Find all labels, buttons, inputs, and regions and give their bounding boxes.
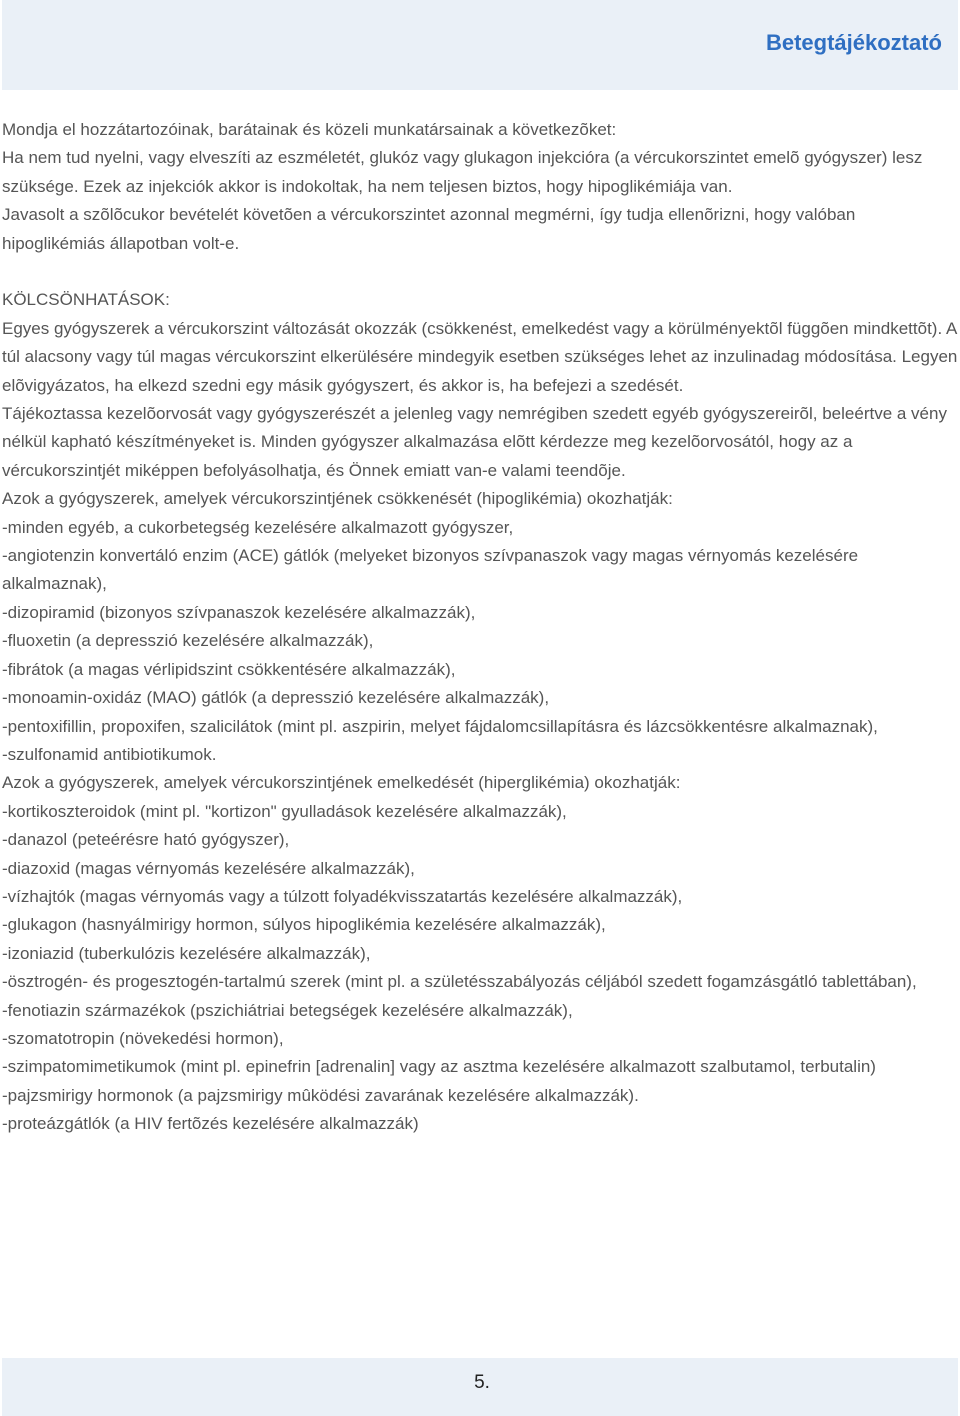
list-item: -diazoxid (magas vérnyomás kezelésére alkalmazzák), [2, 858, 415, 878]
list-item: -minden egyéb, a cukorbetegség kezelésére alkalmazott gyógyszer, [2, 517, 514, 537]
paragraph: Mondja el hozzátartozóinak, barátainak és közeli munkatársainak a következõket: [2, 120, 617, 139]
list-item: -pajzsmirigy hormonok (a pajzsmirigy mûködési zavarának kezelésére alkalmazzák). [2, 1085, 639, 1105]
list-heading-hyperglycemia: Azok a gyógyszerek, amelyek vércukorszintjének emelkedését (hiperglikémia) okozhatják: [2, 773, 681, 793]
document-body [2, 116, 958, 1139]
list-item: -szimpatomimetikumok (mint pl. epinefrin [adrenalin] vagy az asztma kezelésére alkalmazott szalbutamol, terbutalin) [2, 1057, 876, 1077]
list-item: -vízhajtók (magas vérnyomás vagy a túlzott folyadékvisszatartás kezelésére alkalmazzák), [2, 886, 683, 906]
paragraph: Javasolt a szõlõcukor bevételét követõen a vércukorszintet azonnal megmérni, így tudja ellenõrizni, hogy valóban hipoglikémiás állapotban volt-e. [2, 205, 856, 253]
list-item: -izoniazid (tuberkulózis kezelésére alkalmazzák), [2, 943, 371, 963]
list-heading-hypoglycemia: Azok a gyógyszerek, amelyek vércukorszintjének csökkenését (hipoglikémia) okozhatják: [2, 489, 673, 509]
list-item: -fluoxetin (a depresszió kezelésére alkalmazzák), [2, 631, 374, 651]
document-title: Betegtájékoztató [765, 30, 942, 55]
paragraph: Tájékoztassa kezelõorvosát vagy gyógyszerészét a jelenleg vagy nemrégiben szedett egyéb gyógyszereirõl, beleértve a vény nélkül kapható készítményeket is. Minden gyógyszer alkalmazása elõtt kérdezze meg kezelõorvosától, hogy az a vércukorszintjét miképpen befolyásolhatja, és Önnek emiatt van-e valami teendõje. [2, 404, 947, 480]
list-item: -danazol (peteérésre ható gyógyszer), [2, 830, 290, 850]
list-item: -szomatotropin (növekedési hormon), [2, 1028, 284, 1048]
page-number: 5. [474, 1372, 490, 1393]
list-item: -pentoxifillin, propoxifen, szalicilátok (mint pl. aszpirin, melyet fájdalomcsillapításra és lázcsökkentésre alkalmaznak), [2, 716, 878, 736]
list-item: -glukagon (hasnyálmirigy hormon, súlyos hipoglikémia kezelésére alkalmazzák), [2, 915, 606, 935]
list-item: -kortikoszteroidok (mint pl. "kortizon" gyulladások kezelésére alkalmazzák), [2, 801, 567, 821]
page-header [2, 0, 958, 90]
list-item: -fenotiazin származékok (pszichiátriai betegségek kezelésére alkalmazzák), [2, 1000, 573, 1020]
list-item: -proteázgátlók (a HIV fertõzés kezelésére alkalmazzák) [2, 1114, 419, 1134]
page-footer [2, 1358, 958, 1416]
list-item: -szulfonamid antibiotikumok. [2, 744, 217, 764]
list-item: -ösztrogén- és progesztogén-tartalmú szerek (mint pl. a születésszabályozás céljából szedett fogamzásgátló tablettában), [2, 972, 917, 992]
paragraph: Ha nem tud nyelni, vagy elveszíti az eszméletét, glukóz vagy glukagon injekcióra (a vércukorszintet emelõ gyógyszer) lesz szüksége. Ezek az injekciók akkor is indokoltak, ha nem teljesen biztos, hogy hipoglikémiája van. [2, 148, 923, 196]
section-heading-interactions: KÖLCSÖNHATÁSOK: [2, 290, 170, 310]
paragraph: Egyes gyógyszerek a vércukorszint változását okozzák (csökkenést, emelkedést vagy a körülményektõl függõen mindkettõt). A túl alacsony vagy túl magas vércukorszint elkerülésére mindegyik esetben szükséges lehet az inzulinadag módosítása. Legyen elõvigyázatos, ha elkezd szedni egy másik gyógyszert, és akkor is, ha befejezi a szedését. [2, 318, 958, 395]
list-item: -dizopiramid (bizonyos szívpanaszok kezelésére alkalmazzák), [2, 602, 476, 622]
list-item: -angiotenzin konvertáló enzim (ACE) gátlók (melyeket bizonyos szívpanaszok vagy magas vérnyomás kezelésére alkalmaznak), [2, 546, 859, 594]
list-item: -monoamin-oxidáz (MAO) gátlók (a depresszió kezelésére alkalmazzák), [2, 688, 550, 708]
list-item: -fibrátok (a magas vérlipidszint csökkentésére alkalmazzák), [2, 659, 456, 679]
